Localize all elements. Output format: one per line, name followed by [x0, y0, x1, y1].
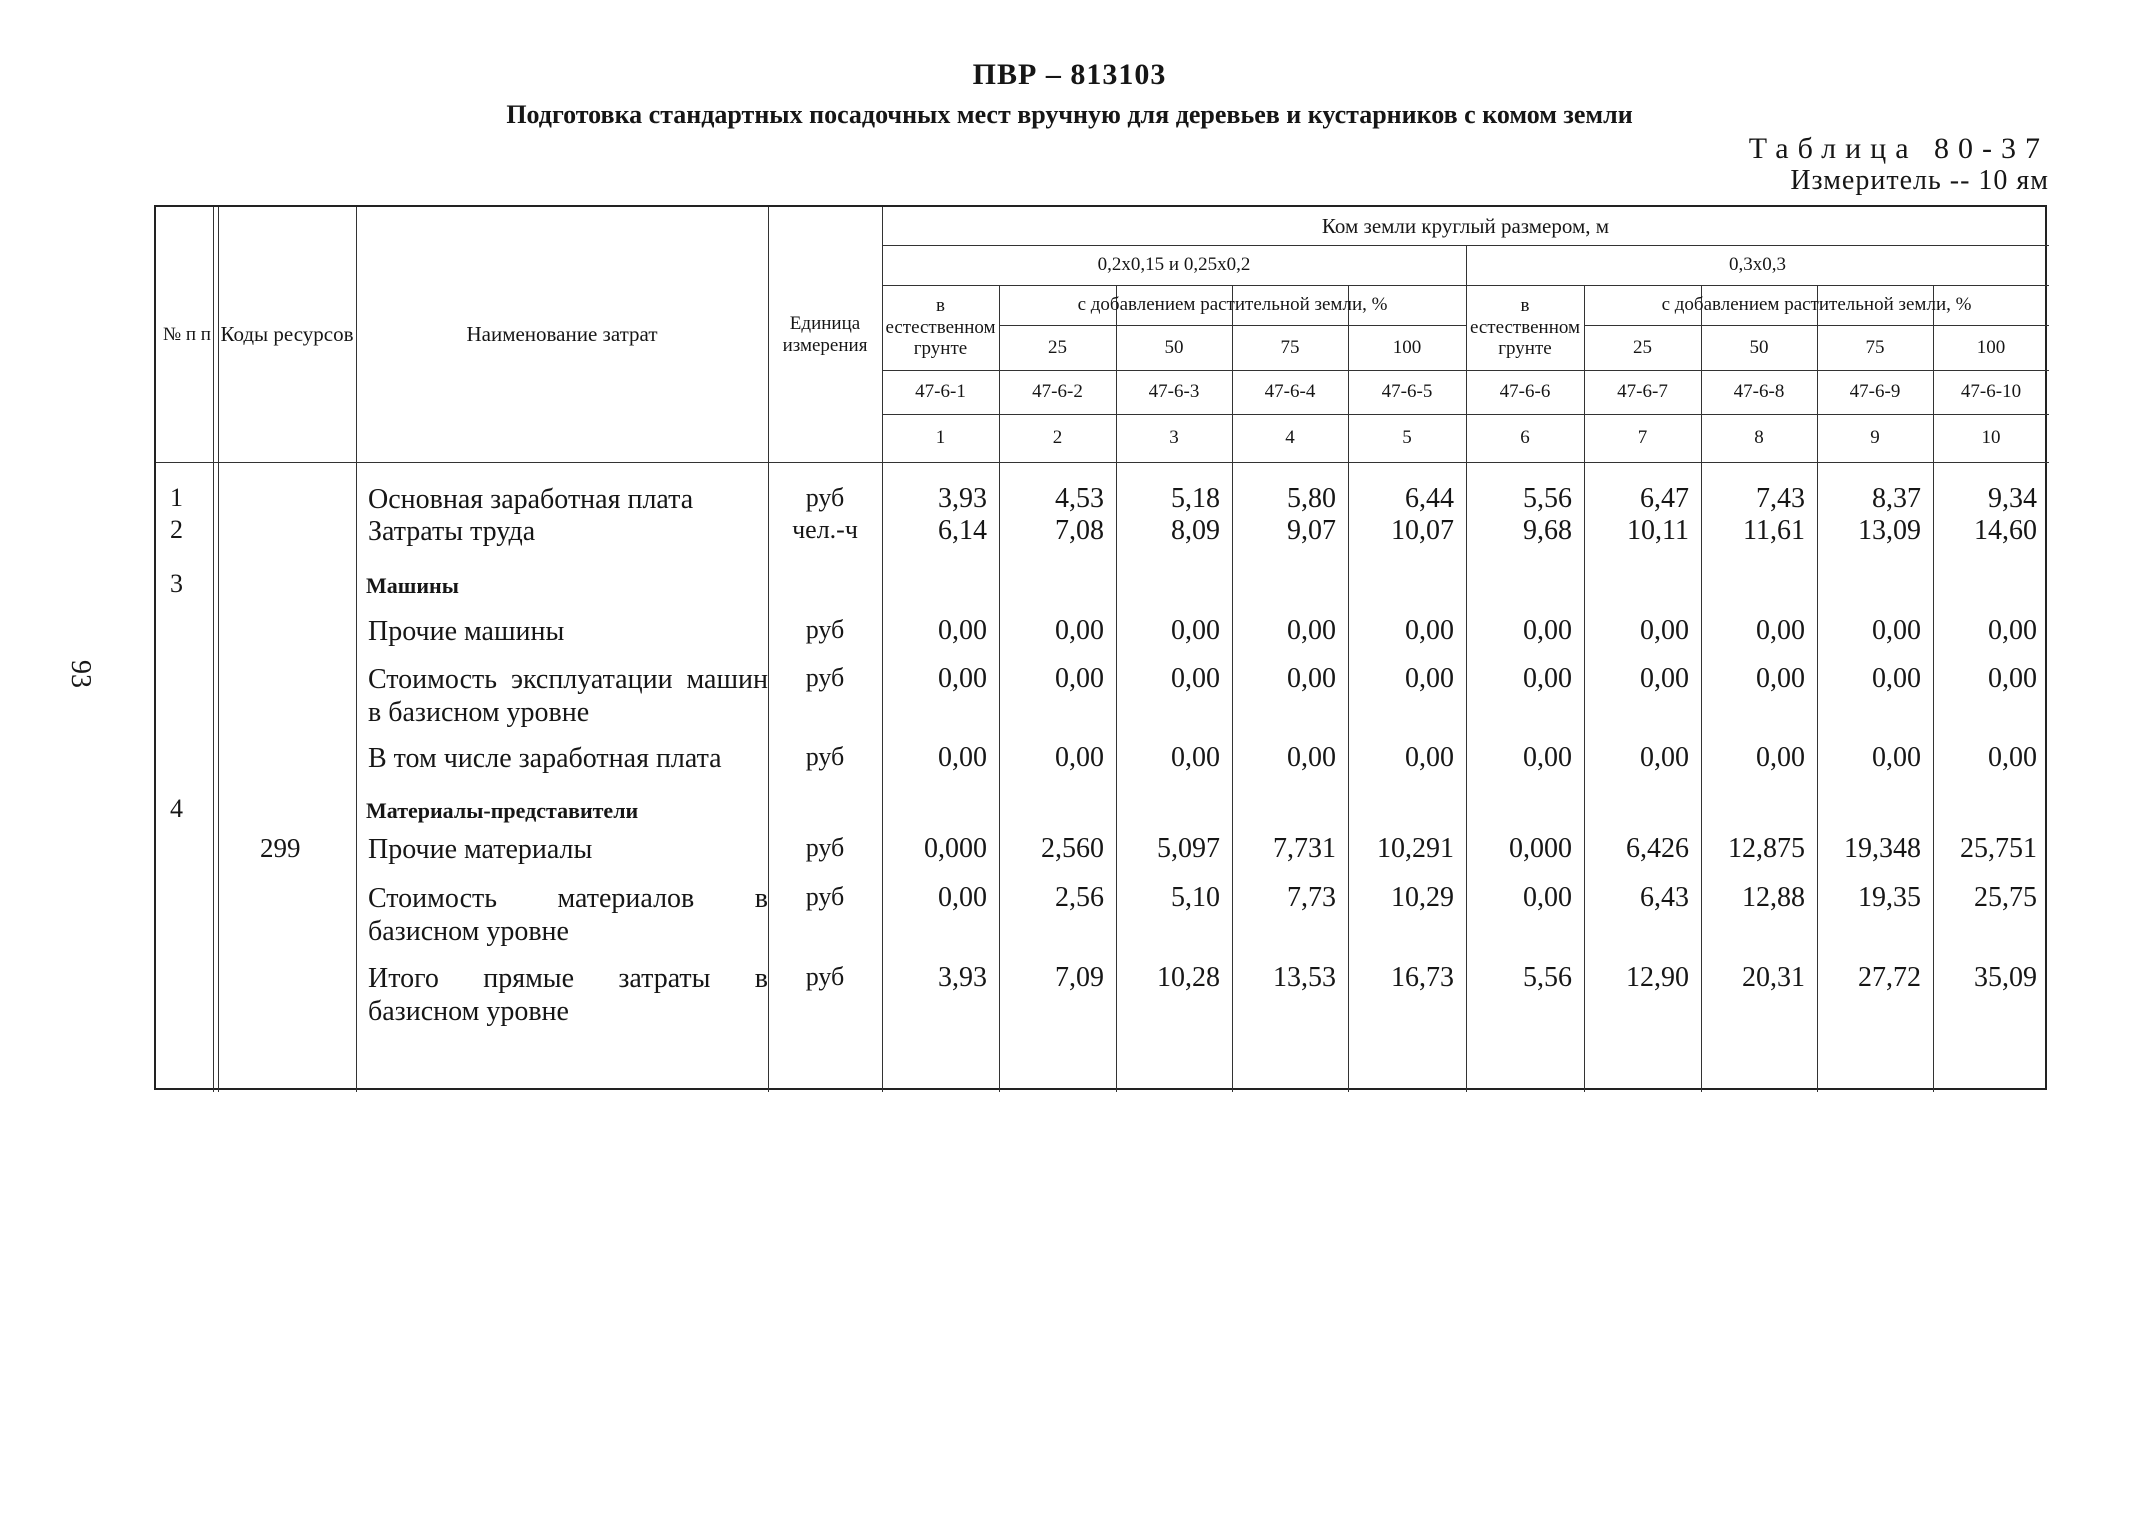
header-row-number: № п п — [163, 323, 211, 345]
group-heading: Материалы-представители — [366, 798, 639, 823]
header-column-number: 4 — [1285, 427, 1295, 449]
header-norm-code: 47-6-4 — [1264, 381, 1316, 403]
value-cell: 0,00 — [1756, 615, 1805, 646]
value-cell: 0,000 — [1509, 833, 1572, 864]
header-column-number: 7 — [1637, 427, 1648, 449]
cost-name: Стоимость эксплуатации машин в базисном уровне — [368, 664, 768, 728]
header-norm-code: 47-6-7 — [1617, 381, 1668, 403]
value-cell: 5,18 — [1171, 483, 1220, 514]
value-cell: 0,00 — [1872, 663, 1921, 694]
value-cell: 11,61 — [1743, 515, 1805, 546]
value-cell: 5,80 — [1287, 483, 1336, 514]
value-cell: 19,348 — [1844, 833, 1921, 864]
value-cell: 0,00 — [1171, 663, 1220, 694]
value-cell: 0,00 — [1640, 742, 1689, 773]
row-number: 4 — [170, 794, 183, 823]
value-cell: 0,000 — [924, 833, 987, 864]
header-column-number: 3 — [1169, 427, 1179, 449]
value-cell: 10,28 — [1157, 962, 1220, 993]
grid-line-horizontal — [156, 462, 2049, 463]
cost-name: Итого прямые затраты в базисном уровне — [368, 963, 768, 1027]
header-natural-soil-2: в естественном грунте — [1469, 294, 1581, 360]
value-cell: 7,08 — [1055, 515, 1104, 546]
value-cell: 14,60 — [1974, 515, 2037, 546]
value-cell: 0,00 — [1287, 663, 1336, 694]
value-cell: 5,097 — [1157, 833, 1220, 864]
unit-cell: руб — [805, 833, 845, 862]
value-cell: 6,44 — [1405, 483, 1454, 514]
cost-name: Стоимость материалов в базисном уровне — [368, 883, 768, 947]
value-cell: 0,00 — [1287, 742, 1336, 773]
cost-name: Прочие машины — [368, 616, 565, 647]
value-cell: 0,00 — [1055, 742, 1104, 773]
value-cell: 5,10 — [1171, 882, 1220, 913]
value-cell: 0,00 — [1405, 742, 1454, 773]
value-cell: 27,72 — [1858, 962, 1921, 993]
cost-name: В том числе заработная плата — [368, 743, 722, 774]
value-cell: 0,00 — [938, 742, 987, 773]
header-percent: 75 — [1865, 336, 1885, 358]
header-percent: 50 — [1164, 336, 1184, 358]
header-norm-code: 47-6-2 — [1032, 381, 1083, 403]
value-cell: 3,93 — [938, 483, 987, 514]
value-cell: 0,00 — [1523, 615, 1572, 646]
row-number: 2 — [170, 515, 183, 544]
value-cell: 0,00 — [1640, 663, 1689, 694]
value-cell: 2,56 — [1055, 882, 1104, 913]
cost-name: Основная заработная плата — [368, 484, 694, 515]
value-cell: 0,00 — [1988, 742, 2037, 773]
resource-code: 299 — [260, 833, 301, 863]
value-cell: 7,43 — [1756, 483, 1805, 514]
unit-cell: руб — [805, 962, 845, 991]
value-cell: 9,34 — [1988, 483, 2037, 514]
value-cell: 19,35 — [1858, 882, 1921, 913]
value-cell: 0,00 — [1756, 742, 1805, 773]
value-cell: 13,09 — [1858, 515, 1921, 546]
value-cell: 6,426 — [1626, 833, 1689, 864]
value-cell: 4,53 — [1055, 483, 1104, 514]
value-cell: 10,11 — [1627, 515, 1689, 546]
header-norm-code: 47-6-10 — [1960, 381, 2022, 403]
value-cell: 7,09 — [1055, 962, 1104, 993]
header-column-number: 10 — [1981, 427, 2001, 449]
header-unit: Единица измерения — [782, 312, 868, 356]
value-cell: 10,07 — [1391, 515, 1454, 546]
value-cell: 12,88 — [1742, 882, 1805, 913]
header-group-2: 0,3х0,3 — [1729, 254, 1786, 276]
value-cell: 0,00 — [1287, 615, 1336, 646]
value-cell: 3,93 — [938, 962, 987, 993]
value-cell: 0,00 — [1523, 663, 1572, 694]
value-cell: 9,07 — [1287, 515, 1336, 546]
measure-unit: Измеритель -- 10 ям — [1790, 165, 2049, 196]
unit-cell: руб — [805, 483, 845, 512]
header-column-number: 5 — [1402, 427, 1412, 449]
value-cell: 0,00 — [1523, 882, 1572, 913]
value-cell: 8,09 — [1171, 515, 1220, 546]
value-cell: 10,291 — [1377, 833, 1454, 864]
row-number: 3 — [170, 569, 183, 598]
value-cell: 16,73 — [1391, 962, 1454, 993]
value-cell: 10,29 — [1391, 882, 1454, 913]
value-cell: 13,53 — [1273, 962, 1336, 993]
header-percent: 50 — [1749, 336, 1769, 358]
unit-cell: руб — [805, 663, 845, 692]
value-cell: 0,00 — [1405, 615, 1454, 646]
header-added-soil-2: с добавлением растительной земли, % — [1661, 294, 1972, 316]
header-resource-codes: Коды ресурсов — [220, 322, 354, 347]
value-cell: 25,75 — [1974, 882, 2037, 913]
value-cell: 12,90 — [1626, 962, 1689, 993]
value-cell: 0,00 — [938, 663, 987, 694]
header-column-number: 1 — [935, 427, 946, 449]
value-cell: 0,00 — [1171, 615, 1220, 646]
value-cell: 20,31 — [1742, 962, 1805, 993]
unit-cell: руб — [805, 882, 845, 911]
value-cell: 25,751 — [1960, 833, 2037, 864]
cost-name: Прочие материалы — [368, 834, 593, 865]
header-norm-code: 47-6-8 — [1733, 381, 1785, 403]
value-cell: 5,56 — [1523, 962, 1572, 993]
value-cell: 7,731 — [1273, 833, 1336, 864]
value-cell: 0,00 — [1988, 615, 2037, 646]
header-column-number: 2 — [1052, 427, 1063, 449]
value-cell: 6,47 — [1640, 483, 1689, 514]
group-heading: Машины — [366, 573, 459, 598]
value-cell: 0,00 — [1055, 615, 1104, 646]
cost-name: Затраты труда — [368, 516, 536, 547]
value-cell: 0,00 — [1756, 663, 1805, 694]
header-percent: 25 — [1048, 336, 1067, 358]
table-label: Таблица 80-37 — [1748, 132, 2049, 165]
value-cell: 7,73 — [1287, 882, 1336, 913]
header-cost-name: Наименование затрат — [466, 322, 658, 347]
value-cell: 0,00 — [1988, 663, 2037, 694]
value-cell: 8,37 — [1872, 483, 1921, 514]
value-cell: 0,00 — [1405, 663, 1454, 694]
header-soil-ball-size: Ком земли круглый размером, м — [1321, 213, 1610, 238]
header-column-number: 9 — [1870, 427, 1880, 449]
value-cell: 0,00 — [1171, 742, 1220, 773]
header-percent: 100 — [1976, 336, 2006, 358]
value-cell: 35,09 — [1974, 962, 2037, 993]
value-cell: 0,00 — [938, 615, 987, 646]
unit-cell: чел.-ч — [792, 515, 858, 544]
cost-table — [154, 205, 2047, 1090]
value-cell: 0,00 — [938, 882, 987, 913]
value-cell: 9,68 — [1523, 515, 1572, 546]
value-cell: 0,00 — [1872, 615, 1921, 646]
document-code: ПВР – 813103 — [972, 58, 1167, 91]
header-percent: 75 — [1280, 336, 1300, 358]
value-cell: 0,00 — [1055, 663, 1104, 694]
document-title: Подготовка стандартных посадочных мест вручную для деревьев и кустарников с комом земли — [506, 100, 1633, 129]
header-added-soil-1: с добавлением растительной земли, % — [1077, 294, 1388, 316]
header-natural-soil-1: в естественном грунте — [885, 294, 996, 360]
header-norm-code: 47-6-3 — [1148, 381, 1200, 403]
header-norm-code: 47-6-1 — [915, 381, 966, 403]
value-cell: 0,00 — [1640, 615, 1689, 646]
value-cell: 0,00 — [1523, 742, 1572, 773]
value-cell: 5,56 — [1523, 483, 1572, 514]
unit-cell: руб — [805, 615, 845, 644]
header-norm-code: 47-6-5 — [1381, 381, 1433, 403]
value-cell: 6,14 — [938, 515, 987, 546]
header-column-number: 6 — [1520, 427, 1530, 449]
row-number: 1 — [170, 483, 183, 512]
value-cell: 2,560 — [1041, 833, 1104, 864]
unit-cell: руб — [805, 742, 845, 771]
header-percent: 25 — [1633, 336, 1652, 358]
header-percent: 100 — [1392, 336, 1422, 358]
header-norm-code: 47-6-9 — [1849, 381, 1901, 403]
header-column-number: 8 — [1754, 427, 1764, 449]
page-number: 93 — [65, 660, 96, 688]
value-cell: 6,43 — [1640, 882, 1689, 913]
header-group-1: 0,2х0,15 и 0,25х0,2 — [1097, 254, 1251, 276]
header-norm-code: 47-6-6 — [1499, 381, 1551, 403]
value-cell: 0,00 — [1872, 742, 1921, 773]
value-cell: 12,875 — [1728, 833, 1805, 864]
